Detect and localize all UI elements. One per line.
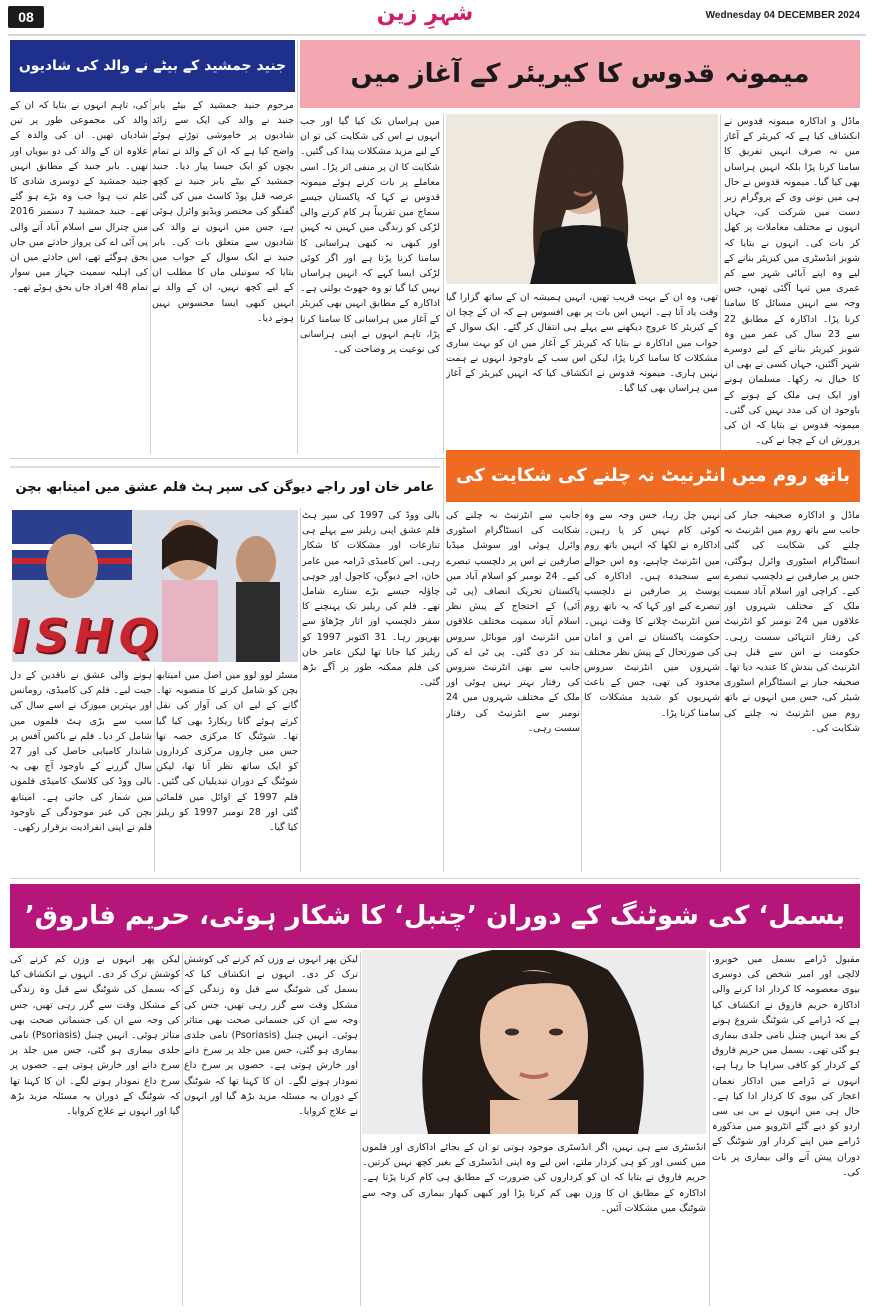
mamona-photo: [446, 114, 718, 284]
sahifa-column-right: ماڈل و اداکارہ صحیفہ جبار کی جانب سے باتھ روم میں انٹرنیٹ نہ چلنے کی شکایت کی گئی انسٹاگرام اسٹوری وائرل ہوگئی، جس پر صارفین نے دلچسپ تبصرے کیے۔ کراچی اور اسلام آباد سمیت ملک کے مختلف شہروں اور علاقوں میں 24 نومبر کو انٹرنیٹ کی رفتار انتہائی سست رہی۔ حکومت نے اس سے قبل ہی انٹرنیٹ کی بندش کا عندیہ دیا تھا۔ صحیفہ جبار نے انسٹاگرام اسٹوری شیئر کی، جس میں انہوں نے باتھ روم میں انٹرنیٹ نہ چلنے کی شکایت کی۔: [724, 510, 860, 734]
column-divider: [720, 114, 721, 454]
header-divider: [8, 34, 866, 36]
headline-mamona[interactable]: میمونہ قدوس کا کیریئر کے آغاز میں: [300, 40, 860, 108]
mamona-portrait-illustration: [446, 114, 718, 284]
ishq-photo: [12, 510, 298, 662]
ishq-photo-caption: ISHQ: [12, 609, 164, 662]
headline-junaid[interactable]: جنید جمشید کے بیٹے نے والد کی شادیوں: [10, 40, 295, 92]
junaid-column-right: مرحوم جنید جمشید کے بیٹے بابر جنید نے والد کی ایک سے زائد شادیوں پر خاموشی توڑتے ہوئے واضح کیا ہے کہ ان کے والد نے تمام بچوں کو ایک جیسا پیار دیا۔ جنید جمشید کے بیٹے بابر جنید نے کچھ عرصہ قبل پوڈ کاسٹ میں کی گئی گفتگو کی مختصر ویڈیو وائرل ہوئی ہے، جس میں انہوں نے والد کی شادیوں سے متعلق بات کی۔ بابر جنید نے ایک سوال کے جواب میں بتایا کہ سوتیلی ماں کا مطلب ان کے لیے کچھ نہیں، ان کے والد نے انہیں کبھی ایسا محسوس نہیں ہونے دیا۔: [152, 100, 294, 324]
hareem-photo: [362, 950, 706, 1134]
logo-text: شہرِ زین: [376, 1, 474, 26]
section-divider: [443, 460, 444, 872]
mamona-column-left: میں ہراساں تک کیا گیا اور جب انہوں نے اس کی شکایت کی تو ان کے لیے مزید مشکلات پیدا کی گئیں۔ شکایت کا ان پر منفی اثر پڑا۔ اسی معاملے پر بات کرتے ہوئے میمونہ قدوس نے کہا کہ پاکستان جیسے سماج میں تقریباً ہر کام کرنے والی لڑکی کو زندگی میں کہیں نہ کہیں اور کبھی نہ کبھی ہراسانی کا سامنا کرنا پڑتا ہے اور اگر کوئی لڑکی ایسا کہے کہ انہیں ہراساں نہیں کیا گیا تو وہ جھوٹ بولتی ہے۔ اداکارہ کے مطابق انہیں بھی کیریئر کے آغاز میں ہراسانی کا سامنا کرنا پڑا، تاہم انہوں نے اپنی ہراسانی کی نوعیت پر وضاحت کی۔: [300, 116, 440, 356]
hareem-column-middle: انڈسٹری سے ہی نہیں، اگر انڈسٹری موجود ہوتی تو ان کے بجائے اداکاری اور فلموں میں کسی اور کو ہی کردار ملتے، اس لیے وہ اپنی انڈسٹری کے بغیر کچھ نہیں کرتیں۔ حریم فاروق نے بتایا کہ ان کو کرداروں کی ضرورت کے مطابق ہی کام کرنا پڑتا ہے۔ اداکارہ کے مطابق ان کا وزن بھی کم کرنا پڑا اور کبھی کبھار بیماری کی وجہ سے شوٹنگ میں مشکلات آئیں۔: [362, 1142, 706, 1214]
ishq-column-left: ہونے والی عشق نے ناقدین کے دل جیت لیے۔ فلم کی کامیڈی، رومانس اور بہترین میوزک نے اسے سال کی سب سے بڑی ہٹ فلموں میں شامل کر دیا۔ فلم نے باکس آفس پر شاندار کامیابی حاصل کی اور 27 سال گزرنے کے باوجود آج بھی یہ بالی ووڈ کی کلاسک کامیڈی فلموں میں شمار کی جاتی ہے۔ امیتابھ بچن کی غیر موجودگی کے باوجود فلم نے اپنی انفرادیت برقرار رکھی۔: [10, 670, 152, 834]
page-number: 08: [8, 6, 44, 28]
headline-sahifa[interactable]: باتھ روم میں انٹرنیٹ نہ چلنے کی شکایت کی: [446, 450, 860, 502]
mamona-column-middle: تھی، وہ ان کے بہت قریب تھیں، انہیں ہمیشہ ان کے ساتھ گزارا گیا وقت یاد آتا ہے۔ انہیں اس بات پر بھی افسوس ہے کہ ان کے چچا ان کے کیریئر کا عروج دیکھنے سے پہلے ہی انتقال کر گئے۔ ایک سوال کے جواب میں اداکارہ نے بتایا کہ کیریئر کے آغاز میں ان کو بہت ساری مشکلات کا سامنا کرنا پڑا، لیکن اس سب کے باوجود انہوں نے ہمت نہیں ہاری۔ میمونہ قدوس نے انکشاف کیا کہ انہیں کیریئر کے آغاز میں ہراساں بھی کیا گیا۔: [446, 292, 718, 395]
column-divider: [182, 952, 183, 1306]
sahifa-column-left: جانب سے انٹرنیٹ نہ چلنے کی شکایت کی انسٹاگرام اسٹوری وائرل ہوئی اور سوشل میڈیا صارفین نے اس پر دلچسپ تبصرے کیے۔ 24 نومبر کو اسلام آباد میں پاکستان تحریک انصاف (پی ٹی آئی) کے احتجاج کے پیش نظر اسلام آباد سمیت مختلف علاقوں میں انٹرنیٹ اور موبائل سروس بند کر دی گئی۔ پی ٹی اے کی جانب سے بھی انٹرنیٹ سروس کی رفتار بہتر نہیں ہوئی اور ملک کے مختلف شہروں میں 24 نومبر سے انٹرنیٹ کی رفتار سست رہی۔: [446, 510, 580, 734]
section-divider: [10, 878, 860, 879]
section-divider: [297, 40, 298, 454]
column-divider: [581, 508, 582, 872]
hareem-column-left: لیکن پھر انہوں نے وزن کم کرنے کی کوشش ترک کر دی۔ انہوں نے انکشاف کیا کہ بسمل کی شوٹنگ سے قبل وہ زندگی کے مشکل وقت سے گزر رہی تھیں، جس کی وجہ سے ان کی جسمانی صحت بھی متاثر ہوئی۔ انہیں چنبل (Psoriasis) نامی جلدی بیماری ہو گئی، جس میں جلد پر سرخ دانے اور خارش ہوتی ہے۔ حصوں پر سرخ داغ نمودار ہونے لگے۔ ان کا کہنا تھا کہ شوٹنگ کے دوران یہ مسئلہ مزید بڑھ گیا اور انہوں نے علاج کروایا۔: [184, 954, 358, 1118]
column-divider: [360, 952, 361, 1306]
hareem-portrait-illustration: [362, 950, 706, 1134]
column-divider: [154, 668, 155, 872]
sahifa-column-middle: نہیں چل رہا، جس وجہ سے وہ کوئی کام نہیں کر پا رہیں۔ اداکارہ نے لکھا کہ انہیں باتھ روم میں انٹرنیٹ چاہیے، وہ اس حوالے سے سنجیدہ ہیں۔ اداکارہ کی پوسٹ پر صارفین نے دلچسپ تبصرے کیے اور کہا کہ یہ باتھ روم میں انٹرنیٹ چلانے کا وقت نہیں۔ حکومت پاکستان نے امن و امان کی صورتحال کے پیش نظر مختلف شہروں میں انٹرنیٹ سروس محدود کی تھی، جس کے باعث شہریوں کو شدید مشکلات کا سامنا کرنا پڑا۔: [584, 510, 720, 719]
column-divider: [720, 508, 721, 872]
ishq-column-middle: مسٹر لوو لوو میں اصل میں امیتابھ بچن کو شامل کرنے کا منصوبہ تھا۔ گانے کے لیے ان کی آواز کی نقل کرتے ہوئے گانا ریکارڈ بھی کیا گیا تھا۔ شوٹنگ کا مرکزی حصہ تھا جس میں چاروں مرکزی کرداروں کو ایک ساتھ نظر آنا تھا، لیکن شوٹنگ کے دوران تبدیلیاں کی گئیں۔ فلم 1997 کے اوائل میں فلمائی گئی اور 28 نومبر 1997 کو ریلیز کیا گیا۔: [156, 670, 298, 834]
hareem-column-far-left: لیکن پھر انہوں نے وزن کم کرنے کی کوشش ترک کر دی۔ انہوں نے انکشاف کیا کہ بسمل کی شوٹنگ سے قبل وہ زندگی کے مشکل وقت سے گزر رہی تھیں، جس کی وجہ سے ان کی جسمانی صحت بھی متاثر ہوئی۔ انہیں چنبل (Psoriasis) نامی جلدی بیماری ہو گئی، جس میں جلد پر سرخ دانے اور خارش ہوتی ہے۔ حصوں پر سرخ داغ نمودار ہونے لگے۔ ان کا کہنا تھا کہ شوٹنگ کے دوران یہ مسئلہ مزید بڑھ گیا اور انہوں نے علاج کروایا۔: [10, 954, 180, 1118]
column-divider: [709, 952, 710, 1306]
column-divider: [150, 98, 151, 454]
hareem-column-right: مقبول ڈرامے بسمل میں خوبرو، لالچی اور امیر شخص کی دوسری بیوی معصومہ کا کردار ادا کرنے والی اداکارہ حریم فاروق نے انکشاف کیا ہے کہ ڈرامے کی شوٹنگ شروع ہونے کے بعد انہیں چنبل نامی جلدی بیماری ہو گئی تھی۔ بسمل میں حریم فاروق کے کردار کو کافی سراہا جا رہا ہے، انہوں نے ڈرامے میں اداکار نعمان اعجاز کی بیوی کا کردار ادا کیا ہے۔ حال ہی میں انہوں نے بی بی سی اردو کو دیے گئے انٹرویو میں مذکورہ ڈرامے میں اپنے کردار اور شوٹنگ کے دوران پیش آنے والی بیماری پر بات کی۔: [712, 954, 860, 1178]
headline-hareem[interactable]: ’بسمل‘ کی شوٹنگ کے دوران ’چنبل‘ کا شکار ہوئی، حریم فاروق: [10, 884, 860, 948]
column-divider: [443, 114, 444, 454]
mamona-column-right: ماڈل و اداکارہ میمونہ قدوس نے انکشاف کیا ہے کہ کیریئر کے آغاز میں نہ صرف انہیں تفریق کا سامنا کرنا پڑا بلکہ انہیں ہراساں بھی کیا گیا۔ میمونہ قدوس نے حال ہی میں نوتی وی کے پروگرام زبر دست میں شرکت کی، جہاں انہوں نے مختلف معاملات پر کھل کر بات کی۔ انہوں نے بتایا کہ شوبز انڈسٹری میں کیریئر بنانے کے لیے وہ اپنے آبائی شہر سے کم عمری میں تنہا آگئی تھیں، جس وجہ سے انہیں مسائل کا سامنا کرنا پڑا۔ اداکارہ کے مطابق 22 سے 23 سال کی عمر میں وہ شوبز کیریئر بنانے کے لیے دوسرے شہر آگئیں، جہاں کسی نے بھی ان کا خیال نہ رکھا۔ مسلمان ہونے اور ایک ہی ملک کے ہونے کے باوجود ان کی مدد نہیں کی گئی۔ میمونہ قدوس نے بتایا کہ ان کی پرورش ان کے چچا نے کی۔: [724, 116, 860, 447]
junaid-column-left: کی، تاہم انہوں نے بتایا کہ ان کے والد کی مجموعی طور پر تین شادیاں تھیں۔ ان کی والدہ کے علاوہ ان کے والد کی دو بیویاں اور تھیں۔ بابر جنید کے مطابق انہیں جنید جمشید کے دوسری شادی کا علم تب ہوا جب وہ بڑے ہو گئے تھے۔ جنید جمشید 7 دسمبر 2016 میں چترال سے اسلام آباد آنے والی پی آئی اے کی پرواز حادثے میں جاں بحق ہوگئے تھے، اس حادثے میں ان کی اہلیہ سمیت جہاز میں سوار تمام 48 افراد جاں بحق ہوئے تھے۔: [10, 100, 148, 294]
issue-date: Wednesday 04 DECEMBER 2024: [705, 10, 860, 21]
newspaper-logo: [370, 2, 480, 38]
column-divider: [300, 508, 301, 872]
ishq-column-right: بالی ووڈ کی 1997 کی سپر ہٹ فلم عشق اپنی ریلیز سے پہلے ہی تنازعات اور مشکلات کا شکار رہی۔ اس کامیڈی ڈرامہ میں عامر خان، اجے دیوگن، کاجول اور جوہی چاؤلہ جیسے بڑے ستارے شامل تھے۔ فلم کی ریلیز تک پہنچنے کا سفر دلچسپ اور اتار چڑھاؤ سے بھرپور رہا۔ 31 اکتوبر 1997 کو ریلیز کیا جانا تھا لیکن عامر خان کی فلم ممکنہ طور پر آگے بڑھ گئی۔: [302, 510, 440, 689]
headline-ishq[interactable]: عامر خان اور راجے دیوگن کی سپر ہٹ فلم عشق میں امیتابھ بچن: [10, 466, 440, 506]
